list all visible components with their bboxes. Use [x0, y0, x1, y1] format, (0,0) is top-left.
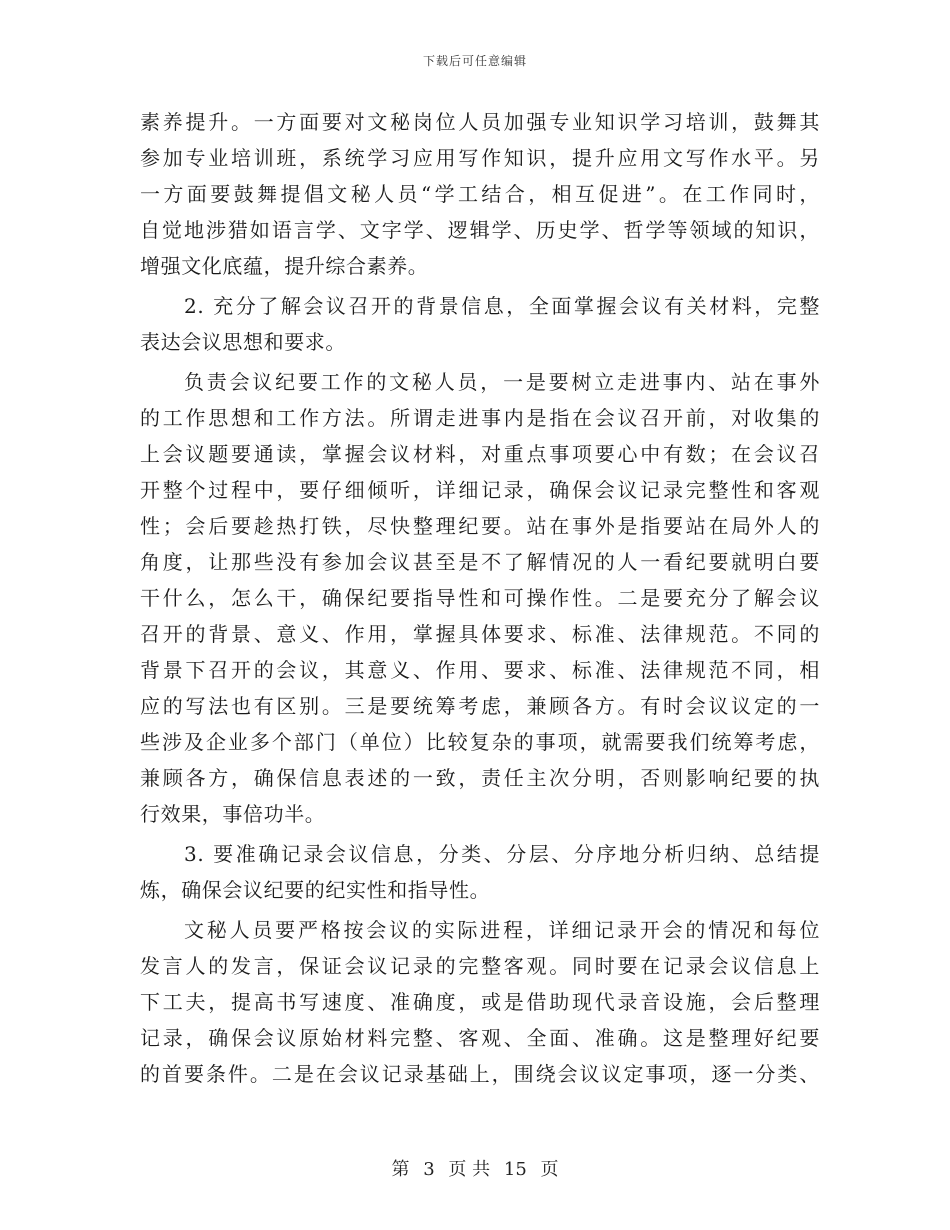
footer-middle: 页 共 [448, 1159, 491, 1180]
document-body [140, 104, 820, 1092]
text-line: 炼，确保会议纪要的纪实性和指导性。 [140, 878, 491, 902]
text-line: 兼顾各方，确保信息表述的一致，责任主次分明，否则影响纪要的执 [140, 766, 820, 790]
text-line: 开整个过程中，要仔细倾听，详细记录，确保会议记录完整性和客观 [140, 478, 820, 502]
footer-suffix: 页 [540, 1159, 559, 1180]
text-line: 2. 充分了解会议召开的背景信息，全面掌握会议有关材料，完整 [184, 294, 820, 318]
paragraph [140, 912, 820, 1092]
text-line: 背景下召开的会议，其意义、作用、要求、标准、法律规范不同，相 [140, 658, 820, 682]
paragraph [140, 836, 820, 908]
paragraph [140, 104, 820, 284]
text-line: 角度，让那些没有参加会议甚至是不了解情况的人一看纪要就明白要 [140, 550, 820, 574]
footer-total-pages: 15 [503, 1159, 527, 1180]
text-line: 行效果，事倍功半。 [140, 802, 326, 826]
text-line: 干什么，怎么干，确保纪要指导性和可操作性。二是要充分了解会议 [140, 586, 820, 610]
text-line: 文秘人员要严格按会议的实际进程，详细记录开会的情况和每位 [184, 918, 820, 942]
text-line: 表达会议思想和要求。 [140, 330, 346, 354]
text-line: 负责会议纪要工作的文秘人员，一是要树立走进事内、站在事外 [184, 370, 820, 394]
text-line: 自觉地涉猎如语言学、文字学、逻辑学、历史学、哲学等领域的知识， [140, 218, 820, 242]
text-line: 召开的背景、意义、作用，掌握具体要求、标准、法律规范。不同的 [140, 622, 820, 646]
text-line: 参加专业培训班，系统学习应用写作知识，提升应用文写作水平。另 [140, 146, 820, 170]
text-line: 素养提升。一方面要对文秘岗位人员加强专业知识学习培训，鼓舞其 [140, 110, 820, 134]
text-line: 下工夫，提高书写速度、准确度，或是借助现代录音设施，会后整理 [140, 990, 820, 1014]
text-line: 上会议题要通读，掌握会议材料，对重点事项要心中有数；在会议召 [140, 442, 820, 466]
page-header: 下载后可任意编辑 [422, 54, 527, 68]
text-line: 记录，确保会议原始材料完整、客观、全面、准确。这是整理好纪要 [140, 1026, 820, 1050]
page-footer [0, 1155, 950, 1181]
text-line: 的首要条件。二是在会议记录基础上，围绕会议议定事项，逐一分类、 [140, 1062, 820, 1086]
text-line: 的工作思想和工作方法。所谓走进事内是指在会议召开前，对收集的 [140, 406, 820, 430]
text-line: 增强文化底蕴，提升综合素养。 [140, 254, 429, 278]
text-line: 一方面要鼓舞提倡文秘人员“学工结合，相互促进”。在工作同时， [140, 182, 820, 206]
text-line: 发言人的发言，保证会议记录的完整客观。同时要在记录会议信息上 [140, 954, 820, 978]
text-line: 些涉及企业多个部门（单位）比较复杂的事项，就需要我们统筹考虑， [140, 730, 820, 754]
paragraph [140, 288, 820, 360]
paragraph [140, 364, 820, 832]
text-line: 3. 要准确记录会议信息，分类、分层、分序地分析归纳、总结提 [184, 842, 820, 866]
footer-page-number: 3 [423, 1159, 435, 1180]
footer-prefix: 第 [391, 1159, 410, 1180]
text-line: 性；会后要趁热打铁，尽快整理纪要。站在事外是指要站在局外人的 [140, 514, 820, 538]
text-line: 应的写法也有区别。三是要统筹考虑，兼顾各方。有时会议议定的一 [140, 694, 820, 718]
